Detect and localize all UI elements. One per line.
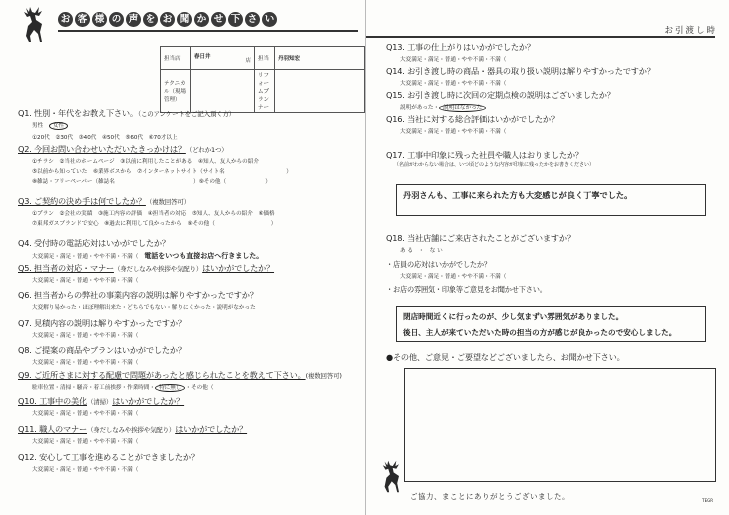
other-title: ●その他、ご意見・ご要望などございましたら、お聞かせ下さい。: [386, 352, 625, 362]
tantou-label: 担当: [255, 47, 275, 70]
thanks-message: ご協力、まことにありがとうございました。: [410, 492, 570, 501]
q18-answer-line1: 閉店時間近くに行ったのが、少し気まずい雰囲気がありました。: [403, 312, 624, 321]
q12-title: Q12. 安心して工事を進めることができましたか？: [18, 452, 199, 462]
q4-ratings[interactable]: 大変満足・満足・普通・やや不満・不満（: [32, 254, 139, 260]
q5-ratings[interactable]: 大変満足・満足・普通・やや不満・不満（: [32, 278, 139, 284]
q17-answer: 丹羽さんも、工事に来られた方も大変感じが良く丁寧でした。: [403, 190, 633, 200]
question-q3: Q3. ご契約の決め手は何でしたか？（複数回答可） ①プラン ②会社の実績 ③施工内容の評価 ④担当者の対応 ⑤知人、友人からの紹介 ⑥価格 ⑦東邦ガスブランドで安心 ⑧過去に利用して良かったから ⑨その他（ ）: [18, 196, 358, 229]
question-q8: [18, 345, 358, 368]
other-comments: [386, 352, 724, 363]
title-char: お: [58, 12, 73, 27]
reform-label: リフォームプランナー: [255, 70, 275, 113]
title-char: せ: [211, 12, 226, 27]
question-q15: Q15. お引き渡し時に次回の定期点検の説明はございましたか？ 説明があった・ 説明はなかった: [386, 90, 615, 111]
q1-age-option[interactable]: ②30代: [55, 135, 79, 141]
q17-answer-box[interactable]: [396, 184, 706, 216]
q1-gender-selected[interactable]: 女性: [49, 122, 68, 130]
q1-subtitle: （このアンケートをご記入頂く方）: [137, 110, 236, 118]
question-q18: Q18. 当社店舗にご来店されたことがございますか？ あ る ・ な い ・店員の応対はいかがでしたか？ 大変満足・満足・普通・やや不満・不満（ ・お店の雰囲気・印象等ご意見をお聞かせ下さい。: [386, 233, 724, 295]
q10-ratings[interactable]: 大変満足・満足・普通・やや不満・不満（: [32, 411, 139, 417]
q14-ratings[interactable]: 大変満足・満足・普通・やや不満・不満（: [400, 81, 507, 87]
q18-answer-box[interactable]: [396, 306, 706, 342]
q4-title: Q4. 受付時の電話応対はいかがでしたか？: [18, 238, 170, 248]
survey-title-banner: [58, 12, 277, 27]
q8-ratings[interactable]: 大変満足・満足・普通・やや不満・不満（: [32, 360, 139, 366]
store-value: 春日井 店: [191, 47, 255, 70]
title-rule: [58, 30, 358, 32]
reform-value: [275, 70, 365, 113]
question-q2: Q2. 今回お問い合わせいただいたきっかけは？（どれか1つ） ①チラシ ②当社のホームページ ③以前に利用したことがある ④知人、友人からの紹介 ⑤以前から知っていた ⑥業界ボスから ⑦インターネットサイト（サイト名 ） ⑧雑誌・フリーペーパー（雑誌名 ）⑨その他（ ）: [18, 144, 358, 187]
q18-sub1-ratings[interactable]: 大変満足・満足・普通・やや不満・不満（: [400, 274, 507, 280]
q2-options-row3[interactable]: ⑧雑誌・フリーペーパー（雑誌名 ）⑨その他（ ）: [32, 179, 271, 185]
q13-ratings[interactable]: 大変満足・満足・普通・やや不満・不満（: [400, 57, 507, 63]
title-char: の: [109, 12, 124, 27]
question-q13: Q13. 工事の仕上がりはいかがでしたか？ 大変満足・満足・普通・やや不満・不満（: [386, 42, 724, 65]
q9-selected[interactable]: 特に無し: [155, 384, 185, 392]
q2-options-row2[interactable]: ⑤以前から知っていた ⑥業界ボスから ⑦インターネットサイト（サイト名 ）: [32, 169, 292, 175]
survey-right-page: [366, 0, 729, 515]
q18-options[interactable]: あ る ・ な い: [400, 248, 443, 254]
q4-comment: 電話をいつも直接お店へ行きました。: [144, 251, 264, 260]
question-q17: Q17. 工事中印象に残った社員や職人はおりましたか？ （名前がわからない場合は、いつ頃どのような内容が印象に残ったかをお書きください）: [386, 150, 724, 168]
q1-title: Q1. 性別・年代をお教え下さい。: [18, 108, 138, 118]
question-q12: [18, 452, 358, 475]
q1-age-option[interactable]: ⑥70才以上: [148, 135, 184, 141]
q9-ratings[interactable]: 駐車位置・清掃・騒音・着工前挨拶・作業時間・ 特に無し ・その他（: [32, 385, 214, 391]
question-q6: [18, 290, 358, 313]
staff-table: [160, 46, 365, 113]
title-char: を: [143, 12, 158, 27]
q18-answer-line2: 後日、主人が来ていただいた時の担当の方が感じが良かったので安心しました。: [403, 328, 677, 337]
title-char: さ: [245, 12, 260, 27]
q1-age-option[interactable]: ⑤60代: [125, 135, 149, 141]
question-q1: [18, 108, 358, 143]
q6-ratings[interactable]: 大変解り易かった・ほぼ理解出来た・どちらでもない・解りにくかった・説明がなかった: [32, 305, 256, 311]
q3-options-row2[interactable]: ⑦東邦ガスブランドで安心 ⑧過去に利用して良かったから ⑨その他（ ）: [32, 221, 277, 227]
question-q14: Q14. お引き渡し時の商品・器具の取り扱い説明は解りやすかったですか？ 大変満足・満足・普通・やや不満・不満（: [386, 66, 724, 89]
handover-label: お引渡し時: [664, 26, 717, 36]
form-code: TEGR: [702, 498, 713, 503]
technical-label: テクニカル（現場管理）: [161, 70, 191, 113]
question-q10: Q10. 工事中の美化（清掃）はいかがでしたか？ 大変満足・満足・普通・やや不満・不満（: [18, 396, 358, 419]
title-char: 様: [92, 12, 107, 27]
q9-title: Q9. ご近所さまに対する配慮で問題があったと感じられたことを教えて下さい。: [18, 370, 306, 380]
q1-age-option[interactable]: ③40代: [78, 135, 102, 141]
store-label: 担当店: [161, 47, 191, 70]
q15-selected[interactable]: 説明はなかった: [439, 104, 486, 112]
title-char: 下: [228, 12, 243, 27]
tantou-value: 丹羽知宏: [275, 47, 365, 70]
q1-age-row: [32, 133, 358, 143]
title-char: か: [194, 12, 209, 27]
title-char: 客: [75, 12, 90, 27]
question-q7: [18, 318, 358, 341]
question-q4: [18, 238, 358, 262]
q16-ratings[interactable]: 大変満足・満足・普通・やや不満・不満（: [400, 129, 507, 135]
right-title-rule: [366, 36, 715, 38]
technical-value: [191, 70, 255, 113]
q1-age-option[interactable]: ①20代: [32, 135, 56, 141]
q8-title: Q8. ご提案の商品やプランはいかがでしたか？: [18, 345, 186, 355]
title-char: お: [160, 12, 175, 27]
title-char: い: [262, 12, 277, 27]
q6-title: Q6. 担当者からの弊社の事業内容の説明は解りやすかったですか？: [18, 290, 258, 300]
other-comments-box[interactable]: [404, 368, 716, 482]
q3-options-row1[interactable]: ①プラン ②会社の実績 ③施工内容の評価 ④担当者の対応 ⑤知人、友人からの紹介 ⑥価格: [32, 211, 275, 217]
q2-title: Q2. 今回お問い合わせいただいたきっかけは？: [18, 144, 186, 154]
q7-ratings[interactable]: 大変満足・満足・普通・やや不満・不満（: [32, 333, 139, 339]
question-q16: Q16. 当社に対する総合評価はいかがでしたか？ 大変満足・満足・普通・やや不満・不満（: [386, 114, 724, 137]
q1-gender-row: 男性 女性: [32, 121, 358, 131]
title-char: 聞: [177, 12, 192, 27]
deer-logo-icon: [12, 4, 52, 44]
title-char: 声: [126, 12, 141, 27]
q1-age-option[interactable]: ④50代: [101, 135, 126, 141]
q2-options-row1[interactable]: ①チラシ ②当社のホームページ ③以前に利用したことがある ④知人、友人からの紹介: [32, 159, 259, 165]
q12-ratings[interactable]: 大変満足・満足・普通・やや不満・不満（: [32, 467, 139, 473]
q3-title: Q3. ご契約の決め手は何でしたか？: [18, 196, 146, 206]
q11-ratings[interactable]: 大変満足・満足・普通・やや不満・不満（: [32, 439, 139, 445]
q7-title: Q7. 見積内容の説明は解りやすかったですか？: [18, 318, 186, 328]
question-q11: Q11. 職人のマナー（身だしなみや挨拶や気配り）はいかがでしたか？ 大変満足・満足・普通・やや不満・不満（: [18, 424, 358, 447]
q17-note: （名前がわからない場合は、いつ頃どのような内容が印象に残ったかをお書きください）: [394, 162, 595, 168]
question-q5: Q5. 担当者の対応・マナー（身だしなみや挨拶や気配り）はいかがでしたか？ 大変満足・満足・普通・やや不満・不満（: [18, 263, 358, 286]
question-q9: Q9. ご近所さまに対する配慮で問題があったと感じられたことを教えて下さい。(複数回答可) 駐車位置・清掃・騒音・着工前挨拶・作業時間・ 特に無し ・その他（: [18, 370, 358, 393]
deer-footer-icon: [372, 458, 408, 494]
